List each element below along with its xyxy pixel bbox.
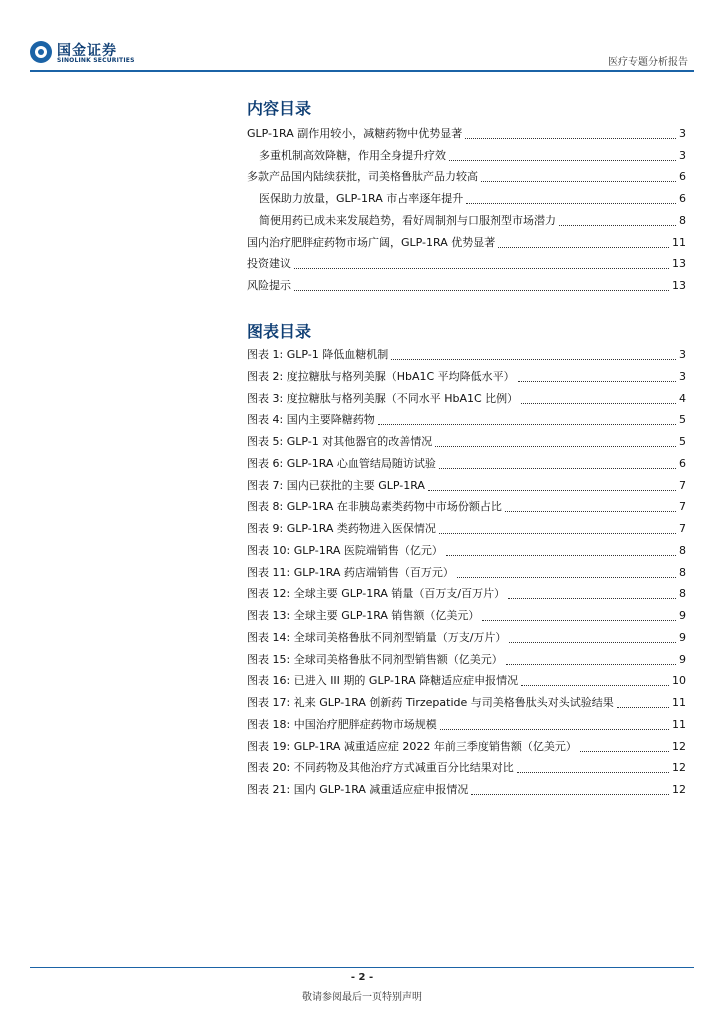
dot-leader: [508, 597, 676, 599]
entry-title: 投资建议: [247, 257, 291, 271]
figure-entry[interactable]: [247, 345, 686, 365]
entry-page-number: 7: [679, 500, 686, 514]
entry-title: 图表 20: 不同药物及其他治疗方式减重百分比结果对比: [247, 761, 514, 775]
dot-leader: [506, 663, 676, 665]
figure-entry[interactable]: [247, 650, 686, 670]
toc-entry[interactable]: [247, 276, 686, 296]
figure-entry[interactable]: [247, 476, 686, 496]
dot-leader: [580, 750, 669, 752]
entry-page-number: 6: [679, 170, 686, 184]
entry-page-number: 8: [679, 565, 686, 579]
entry-page-number: 8: [679, 543, 686, 557]
toc-entry[interactable]: [247, 167, 686, 187]
figure-entry[interactable]: [247, 758, 686, 778]
entry-page-number: 8: [679, 213, 686, 227]
entry-title: 图表 6: GLP-1RA 心血管结局随访试验: [247, 456, 436, 470]
dot-leader: [481, 180, 676, 182]
dot-leader: [449, 159, 676, 161]
figure-entry[interactable]: [247, 389, 686, 409]
dot-leader: [509, 641, 676, 643]
entry-title: 图表 11: GLP-1RA 药店端销售（百万元）: [247, 565, 454, 579]
header-divider: [30, 70, 694, 72]
toc-entry[interactable]: [259, 146, 686, 166]
figure-entry[interactable]: [247, 671, 686, 691]
dot-leader: [428, 489, 676, 491]
figure-entry[interactable]: [247, 541, 686, 561]
dot-leader: [521, 402, 676, 404]
dot-leader: [465, 137, 676, 139]
entry-page-number: 3: [679, 148, 686, 162]
entry-page-number: 6: [679, 456, 686, 470]
entry-page-number: 12: [672, 783, 686, 796]
entry-title: 图表 2: 度拉糖肽与格列美脲（HbA1C 平均降低水平）: [247, 369, 515, 383]
dot-leader: [378, 423, 676, 425]
entry-title: 国内治疗肥胖症药物市场广阔，GLP-1RA 优势显著: [247, 235, 496, 249]
dot-leader: [440, 728, 669, 730]
entry-page-number: 9: [679, 630, 686, 644]
dot-leader: [457, 576, 676, 578]
entry-page-number: 5: [679, 413, 686, 427]
dot-leader: [294, 267, 669, 269]
entry-title: 图表 14: 全球司美格鲁肽不同剂型销量（万支/万片）: [247, 630, 507, 644]
page-number: - 2 -: [350, 972, 374, 983]
entry-page-number: 13: [672, 257, 686, 271]
dot-leader: [391, 358, 676, 360]
entry-page-number: 11: [672, 717, 686, 731]
entry-title: 多重机制高效降糖，作用全身提升疗效: [259, 148, 446, 162]
entry-title: 风险提示: [247, 278, 291, 292]
entry-title: 图表 7: 国内已获批的主要 GLP-1RA: [247, 478, 425, 492]
toc-entry[interactable]: [259, 189, 686, 209]
entry-title: GLP-1RA 副作用较小，减糖药物中优势显著: [247, 127, 463, 140]
entry-title: 多款产品国内陆续获批，司美格鲁肽产品力较高: [247, 170, 478, 184]
figure-entry[interactable]: [247, 780, 686, 800]
dot-leader: [518, 380, 676, 382]
entry-page-number: 12: [672, 761, 686, 775]
dot-leader: [505, 510, 676, 512]
figure-entry[interactable]: [247, 432, 686, 452]
dot-leader: [294, 289, 669, 291]
sinolink-logo-icon: [30, 41, 52, 63]
entry-title: 图表 1: GLP-1 降低血糖机制: [247, 348, 389, 361]
figure-entry[interactable]: [247, 497, 686, 517]
figures-title: 图表目录: [247, 322, 312, 341]
entry-title: 图表 5: GLP-1 对其他器官的改善情况: [247, 435, 433, 448]
figure-entry[interactable]: [247, 454, 686, 474]
dot-leader: [482, 619, 676, 621]
entry-page-number: 3: [679, 369, 686, 383]
toc-entry[interactable]: [247, 124, 686, 144]
footer-divider: [30, 967, 694, 968]
entry-title: 图表 21: 国内 GLP-1RA 减重适应症申报情况: [247, 783, 469, 796]
logo-chinese-name: 国金证券: [57, 43, 117, 59]
entry-title: 医保助力放量，GLP-1RA 市占率逐年提升: [259, 192, 464, 206]
entry-page-number: 11: [672, 235, 686, 249]
figure-entry[interactable]: [247, 606, 686, 626]
dot-leader: [471, 793, 669, 795]
entry-page-number: 7: [679, 478, 686, 492]
figure-entry[interactable]: [247, 519, 686, 539]
entry-title: 图表 9: GLP-1RA 类药物进入医保情况: [247, 522, 436, 535]
figure-entry[interactable]: [247, 737, 686, 757]
toc-entry[interactable]: [247, 233, 686, 253]
entry-page-number: 10: [672, 674, 686, 688]
logo-english-name: SINOLINK SECURITIES: [57, 57, 135, 64]
entry-title: 图表 13: 全球主要 GLP-1RA 销售额（亿美元）: [247, 609, 480, 622]
dot-leader: [439, 532, 676, 534]
entry-page-number: 7: [679, 522, 686, 535]
entry-page-number: 4: [679, 391, 686, 405]
entry-page-number: 11: [672, 696, 686, 709]
entry-title: 图表 10: GLP-1RA 医院端销售（亿元）: [247, 543, 443, 557]
dot-leader: [439, 467, 676, 469]
entry-title: 图表 8: GLP-1RA 在非胰岛素类药物中市场份额占比: [247, 500, 502, 514]
dot-leader: [559, 224, 676, 226]
report-type-label: 医疗专题分析报告: [608, 57, 688, 68]
figure-entry[interactable]: [247, 410, 686, 430]
entry-page-number: 8: [679, 587, 686, 601]
figure-entry[interactable]: [247, 367, 686, 387]
entry-page-number: 9: [679, 609, 686, 622]
dot-leader: [466, 202, 676, 204]
dot-leader: [617, 706, 669, 708]
entry-page-number: 9: [679, 652, 686, 666]
entry-title: 图表 19: GLP-1RA 减重适应症 2022 年前三季度销售额（亿美元）: [247, 739, 577, 753]
entry-page-number: 3: [679, 348, 686, 361]
figure-entry[interactable]: [247, 563, 686, 583]
entry-title: 简便用药已成未来发展趋势，看好周制剂与口服剂型市场潜力: [259, 213, 556, 227]
toc-entry[interactable]: [247, 254, 686, 274]
figure-entry[interactable]: [247, 715, 686, 735]
dot-leader: [521, 684, 669, 686]
figure-entry[interactable]: [247, 584, 686, 604]
figure-entry[interactable]: [247, 628, 686, 648]
entry-page-number: 5: [679, 435, 686, 448]
entry-title: 图表 18: 中国治疗肥胖症药物市场规模: [247, 717, 437, 731]
toc-entry[interactable]: [259, 211, 686, 231]
dot-leader: [446, 554, 676, 556]
entry-page-number: 6: [679, 192, 686, 206]
entry-title: 图表 15: 全球司美格鲁肽不同剂型销售额（亿美元）: [247, 652, 503, 666]
dot-leader: [435, 445, 676, 447]
entry-title: 图表 16: 已进入 III 期的 GLP-1RA 降糖适应症申报情况: [247, 674, 519, 688]
entry-title: 图表 12: 全球主要 GLP-1RA 销量（百万支/百万片）: [247, 587, 506, 601]
entry-title: 图表 3: 度拉糖肽与格列美脲（不同水平 HbA1C 比例）: [247, 391, 519, 405]
footer-disclaimer: 敬请参阅最后一页特别声明: [302, 992, 422, 1003]
company-logo: [30, 40, 150, 68]
page-header: [0, 0, 724, 80]
entry-title: 图表 17: 礼来 GLP-1RA 创新药 Tirzepatide 与司美格鲁肽头对头试验结果: [247, 696, 614, 709]
dot-leader: [517, 771, 669, 773]
entry-page-number: 12: [672, 739, 686, 753]
dot-leader: [498, 246, 669, 248]
entry-page-number: 13: [672, 278, 686, 292]
contents-title: 内容目录: [247, 99, 312, 118]
entry-title: 图表 4: 国内主要降糖药物: [247, 413, 375, 427]
figure-entry[interactable]: [247, 693, 686, 713]
entry-page-number: 3: [679, 127, 686, 140]
